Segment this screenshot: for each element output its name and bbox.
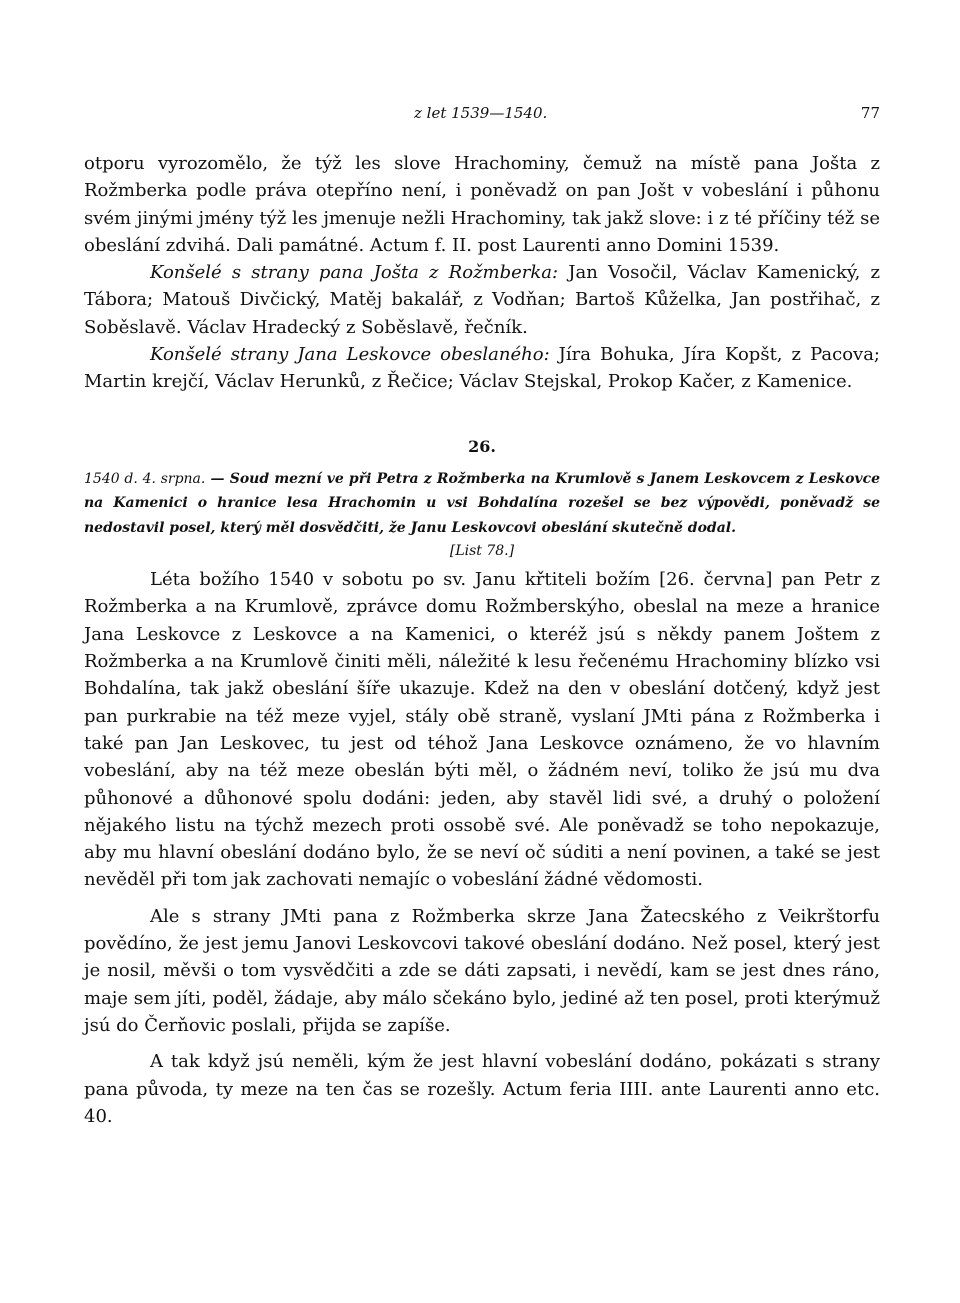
paragraph-body: A tak když jsú neměli, kým že jest hlavní vobeslání dodáno, pokázati s strany pana původa, ty meze na ten čas se rozešly. Actum feria IIII. ante Laurenti anno etc. 40. — [84, 1051, 880, 1127]
paragraph-body: Ale s strany JMti pana z Rožmberka skrze Jana Žatecského z Veikrštorfu povědíno, že jest jemu Janovi Leskovcovi takové obeslání dodáno. Než posel, který jest je nosil, měvši o tom vysvědčiti a zde se dáti zapsati, i nevědí, kam se jest dnes ráno, maje sem jíti, poděl, žádaje, aby málo sčekáno bylo, jediné až ten posel, proti kterýmuž jsú do Čerňovic poslali, přijda se zapíše. — [84, 905, 880, 1036]
councillors-label: Konšelé strany Jana Leskovce obeslaného: — [150, 344, 550, 366]
document-page — [84, 104, 880, 1130]
councillors-label: Konšelé s strany pana Jošta z Rožmberka: — [150, 262, 559, 284]
section-regest — [84, 467, 880, 541]
paragraph-continuation: otporu vyrozomělo, že týž les slove Hrachominy, čemuž na místě pana Jošta z Rožmberka podle práva otepříno není, i poněvadž on pan Jošt v vobeslání i půhonu svém jinými jmény týž les jmenuje nežli Hrachominy, tak jakž slove: i z té příčiny též se obeslání zdvihá. Dali památné. Actum f. II. post Laurenti anno Domini 1539. — [84, 153, 880, 256]
regest-date: 1540 d. 4. srpna. — [84, 470, 206, 487]
paragraph-body: Léta božího 1540 v sobotu po sv. Janu křtiteli božím [26. června] pan Petr z Rožmberka a na Krumlově, zprávce domu Rožmberskýho, obeslal na meze a hranice Jana Leskovce z Leskovce a na Kamenici, o kteréž jsú s někdy panem Joštem z Rožmberka a na Krumlově činiti měli, náležité k lesu řečenému Hrachominy blízko vsi Bohdalína, tak jakž obeslání šíře ukazuje. Kdež na den v obeslání dotčený, když jest pan purkrabie na též meze vyjel, stály obě straně, vyslaní JMti pána z Rožmberka i také pan Jan Leskovec, tu jest od téhož Jana Leskovce oznámeno, že vo hlavním vobeslání, aby na též meze obeslán býti měl, o žádném neví, toliko že jsú mu dva půhonové a důhonové spolu dodáni: jeden, aby stavěl lidi své, a druhý o položení nějakého listu na týchž mezech proti ossobě své. Ale poněvadž se toho nepokazuje, aby mu hlavní obeslání dodáno bylo, že se neví oč súditi a není povinen, a také se jest nevěděl při tom jak zachovati nemajíc o vobeslání žádné vědomosti. — [84, 569, 880, 891]
paragraph-councillors-leskovec — [84, 341, 880, 396]
section-number: 26. — [468, 436, 496, 456]
page-header — [84, 104, 880, 130]
councillors-names: Jan Vosočil, Václav Kamenický, z Tábora; Matouš Divčický, Matěj bakalář, z Vodňan; Bartoš Kůželka, Jan postřihač, z Soběslavě. Václav Hradecký z Soběslavě, řečník. — [84, 262, 880, 338]
councillors-names: Jíra Bohuka, Jíra Kopšt, z Pacova; Martin krejčí, Václav Herunků, z Řečice; Václav Stejskal, Prokop Kačer, z Kamenice. — [84, 344, 880, 393]
regest-text: — Soud mezní ve při Petra z Rožmberka na Krumlově s Janem Leskovcem z Leskovce na Kamenici o hranice lesa Hrachomin u vsi Bohdalína rozešel se bez výpovědi, poněvadž se nedostavil posel, který měl dosvědčiti, že Janu Leskovcovi obeslání skutečně dodal. — [84, 470, 881, 536]
running-head: z let 1539—1540. — [414, 104, 548, 122]
page-number: 77 — [860, 104, 880, 122]
paragraph-councillors-rozmberk — [84, 259, 880, 341]
folio-reference: [List 78.] — [449, 543, 515, 560]
